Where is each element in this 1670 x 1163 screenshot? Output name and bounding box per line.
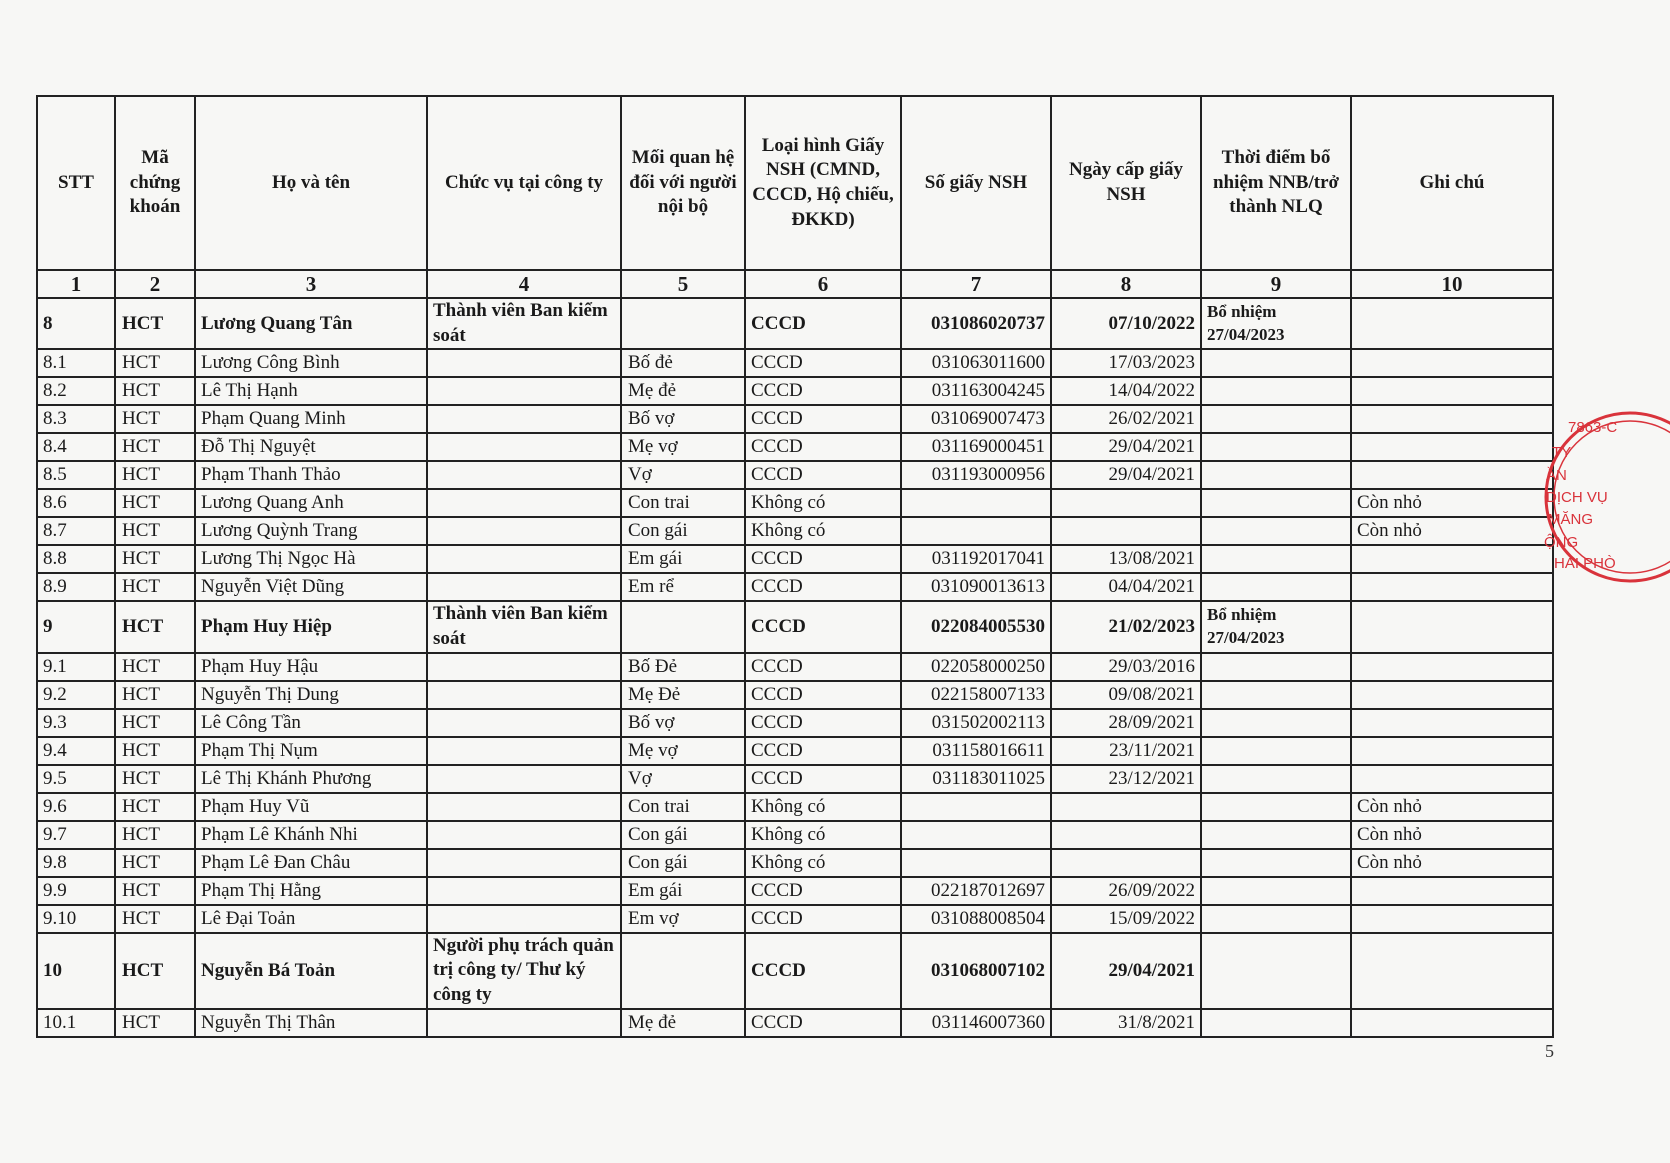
doc-number-cell: 022187012697 xyxy=(901,877,1051,905)
appointment-cell xyxy=(1201,653,1351,681)
note-cell xyxy=(1351,405,1553,433)
doc-number-cell: 031090013613 xyxy=(901,573,1051,601)
issue-date-cell: 29/04/2021 xyxy=(1051,461,1201,489)
relation-cell: Bố vợ xyxy=(621,405,745,433)
doc-type-cell: Không có xyxy=(745,821,901,849)
doc-number-cell: 022058000250 xyxy=(901,653,1051,681)
doc-type-cell: CCCD xyxy=(745,545,901,573)
column-number: 3 xyxy=(195,270,427,298)
position-cell xyxy=(427,737,621,765)
issue-date-cell: 04/04/2021 xyxy=(1051,573,1201,601)
doc-type-cell: CCCD xyxy=(745,737,901,765)
note-cell: Còn nhỏ xyxy=(1351,489,1553,517)
table-body xyxy=(37,270,1553,1037)
note-cell xyxy=(1351,681,1553,709)
name-cell: Phạm Thị Hằng xyxy=(195,877,427,905)
seal-text-line: HẢI PHÒ xyxy=(1554,555,1616,572)
relation-cell: Con gái xyxy=(621,849,745,877)
column-number: 4 xyxy=(427,270,621,298)
code-cell: HCT xyxy=(115,681,195,709)
name-cell: Lương Quang Anh xyxy=(195,489,427,517)
issue-date-cell: 29/04/2021 xyxy=(1051,433,1201,461)
name-cell: Phạm Lê Khánh Nhi xyxy=(195,821,427,849)
stt-cell: 8.4 xyxy=(37,433,115,461)
insider-row xyxy=(37,601,1553,652)
header-appointment-date: Thời điểm bổ nhiệm NNB/trở thành NLQ xyxy=(1201,96,1351,270)
position-cell: Thành viên Ban kiểm soát xyxy=(427,601,621,652)
issue-date-cell: 28/09/2021 xyxy=(1051,709,1201,737)
position-cell xyxy=(427,905,621,933)
stt-cell: 8.1 xyxy=(37,349,115,377)
position-cell xyxy=(427,405,621,433)
code-cell: HCT xyxy=(115,377,195,405)
note-cell: Còn nhỏ xyxy=(1351,517,1553,545)
doc-number-cell: 031063011600 xyxy=(901,349,1051,377)
doc-number-cell: 031169000451 xyxy=(901,433,1051,461)
doc-type-cell: CCCD xyxy=(745,877,901,905)
issue-date-cell: 26/09/2022 xyxy=(1051,877,1201,905)
column-number: 5 xyxy=(621,270,745,298)
related-person-row xyxy=(37,737,1553,765)
name-cell: Nguyễn Bá Toản xyxy=(195,933,427,1009)
doc-number-cell xyxy=(901,517,1051,545)
related-person-row xyxy=(37,545,1553,573)
doc-type-cell: CCCD xyxy=(745,765,901,793)
note-cell xyxy=(1351,709,1553,737)
position-cell xyxy=(427,349,621,377)
stt-cell: 9.6 xyxy=(37,793,115,821)
position-cell xyxy=(427,1009,621,1037)
doc-number-cell xyxy=(901,849,1051,877)
relation-cell: Mẹ vợ xyxy=(621,737,745,765)
column-number-row xyxy=(37,270,1553,298)
issue-date-cell xyxy=(1051,517,1201,545)
issue-date-cell: 15/09/2022 xyxy=(1051,905,1201,933)
insider-row xyxy=(37,298,1553,349)
relation-cell: Em rể xyxy=(621,573,745,601)
position-cell: Thành viên Ban kiểm soát xyxy=(427,298,621,349)
doc-type-cell: CCCD xyxy=(745,653,901,681)
doc-type-cell: CCCD xyxy=(745,461,901,489)
relation-cell: Em gái xyxy=(621,545,745,573)
header-stt: STT xyxy=(37,96,115,270)
appointment-cell xyxy=(1201,1009,1351,1037)
name-cell: Lương Quỳnh Trang xyxy=(195,517,427,545)
code-cell: HCT xyxy=(115,877,195,905)
position-cell xyxy=(427,653,621,681)
relation-cell: Mẹ Đẻ xyxy=(621,681,745,709)
appointment-cell xyxy=(1201,765,1351,793)
position-cell xyxy=(427,517,621,545)
code-cell: HCT xyxy=(115,545,195,573)
column-number: 2 xyxy=(115,270,195,298)
related-person-row xyxy=(37,405,1553,433)
note-cell: Còn nhỏ xyxy=(1351,849,1553,877)
note-cell xyxy=(1351,601,1553,652)
stt-cell: 9.4 xyxy=(37,737,115,765)
page-number: 5 xyxy=(1545,1041,1554,1061)
relation-cell: Mẹ đẻ xyxy=(621,1009,745,1037)
appointment-cell xyxy=(1201,709,1351,737)
doc-type-cell: Không có xyxy=(745,849,901,877)
header-stock-code: Mã chứng khoán xyxy=(115,96,195,270)
appointment-cell xyxy=(1201,461,1351,489)
related-person-row xyxy=(37,765,1553,793)
header-doc-number: Số giấy NSH xyxy=(901,96,1051,270)
related-person-row xyxy=(37,573,1553,601)
relation-cell xyxy=(621,933,745,1009)
note-cell xyxy=(1351,573,1553,601)
position-cell xyxy=(427,877,621,905)
doc-number-cell: 031158016611 xyxy=(901,737,1051,765)
position-cell xyxy=(427,681,621,709)
doc-type-cell: CCCD xyxy=(745,298,901,349)
code-cell: HCT xyxy=(115,489,195,517)
relation-cell xyxy=(621,601,745,652)
name-cell: Đỗ Thị Nguyệt xyxy=(195,433,427,461)
svg-text:7863-CTYẦNDỊCH VỤMĂNGỘNGHẢI PH xyxy=(1544,419,1617,572)
doc-type-cell: Không có xyxy=(745,489,901,517)
stt-cell: 8 xyxy=(37,298,115,349)
seal-text-line: 7863-C xyxy=(1568,419,1618,436)
related-person-row xyxy=(37,821,1553,849)
issue-date-cell: 31/8/2021 xyxy=(1051,1009,1201,1037)
related-person-row xyxy=(37,517,1553,545)
code-cell: HCT xyxy=(115,709,195,737)
name-cell: Nguyễn Việt Dũng xyxy=(195,573,427,601)
note-cell: Còn nhỏ xyxy=(1351,793,1553,821)
appointment-cell xyxy=(1201,793,1351,821)
seal-text-line: DỊCH VỤ xyxy=(1546,489,1608,506)
appointment-cell xyxy=(1201,405,1351,433)
header-doc-type: Loại hình Giấy NSH (CMND, CCCD, Hộ chiếu, ĐKKD) xyxy=(745,96,901,270)
related-person-row xyxy=(37,489,1553,517)
relation-cell xyxy=(621,298,745,349)
note-cell xyxy=(1351,545,1553,573)
position-cell xyxy=(427,573,621,601)
relation-cell: Con trai xyxy=(621,793,745,821)
related-person-row xyxy=(37,905,1553,933)
stt-cell: 8.7 xyxy=(37,517,115,545)
relation-cell: Em vợ xyxy=(621,905,745,933)
note-cell xyxy=(1351,433,1553,461)
doc-type-cell: CCCD xyxy=(745,377,901,405)
code-cell: HCT xyxy=(115,653,195,681)
note-cell xyxy=(1351,905,1553,933)
column-number: 10 xyxy=(1351,270,1553,298)
stt-cell: 9.7 xyxy=(37,821,115,849)
appointment-cell: Bổ nhiệm 27/04/2023 xyxy=(1201,601,1351,652)
code-cell: HCT xyxy=(115,298,195,349)
issue-date-cell xyxy=(1051,821,1201,849)
position-cell xyxy=(427,545,621,573)
note-cell xyxy=(1351,877,1553,905)
code-cell: HCT xyxy=(115,601,195,652)
appointment-cell xyxy=(1201,377,1351,405)
name-cell: Lương Công Bình xyxy=(195,349,427,377)
code-cell: HCT xyxy=(115,849,195,877)
position-cell xyxy=(427,489,621,517)
relation-cell: Con trai xyxy=(621,489,745,517)
column-number: 9 xyxy=(1201,270,1351,298)
stt-cell: 9 xyxy=(37,601,115,652)
related-person-row xyxy=(37,793,1553,821)
related-person-row xyxy=(37,377,1553,405)
code-cell: HCT xyxy=(115,905,195,933)
doc-number-cell: 022084005530 xyxy=(901,601,1051,652)
relation-cell: Vợ xyxy=(621,765,745,793)
insider-row xyxy=(37,933,1553,1009)
name-cell: Lê Thị Hạnh xyxy=(195,377,427,405)
issue-date-cell: 23/11/2021 xyxy=(1051,737,1201,765)
stt-cell: 8.2 xyxy=(37,377,115,405)
appointment-cell xyxy=(1201,933,1351,1009)
doc-type-cell: CCCD xyxy=(745,681,901,709)
doc-number-cell xyxy=(901,821,1051,849)
appointment-cell xyxy=(1201,737,1351,765)
doc-type-cell: CCCD xyxy=(745,709,901,737)
code-cell: HCT xyxy=(115,349,195,377)
relation-cell: Mẹ vợ xyxy=(621,433,745,461)
note-cell xyxy=(1351,1009,1553,1037)
issue-date-cell: 07/10/2022 xyxy=(1051,298,1201,349)
name-cell: Lê Đại Toản xyxy=(195,905,427,933)
name-cell: Nguyễn Thị Thân xyxy=(195,1009,427,1037)
issue-date-cell: 21/02/2023 xyxy=(1051,601,1201,652)
issue-date-cell: 26/02/2021 xyxy=(1051,405,1201,433)
related-person-row xyxy=(37,681,1553,709)
header-relation: Mối quan hệ đối với người nội bộ xyxy=(621,96,745,270)
seal-text-line: ỘNG xyxy=(1544,534,1579,551)
doc-number-cell: 031502002113 xyxy=(901,709,1051,737)
related-person-row xyxy=(37,461,1553,489)
position-cell xyxy=(427,849,621,877)
doc-number-cell: 031183011025 xyxy=(901,765,1051,793)
relation-cell: Con gái xyxy=(621,517,745,545)
column-number: 6 xyxy=(745,270,901,298)
appointment-cell xyxy=(1201,905,1351,933)
doc-number-cell: 022158007133 xyxy=(901,681,1051,709)
note-cell xyxy=(1351,377,1553,405)
name-cell: Phạm Thị Nụm xyxy=(195,737,427,765)
column-number: 1 xyxy=(37,270,115,298)
relation-cell: Mẹ đẻ xyxy=(621,377,745,405)
appointment-cell xyxy=(1201,517,1351,545)
column-number: 8 xyxy=(1051,270,1201,298)
issue-date-cell: 13/08/2021 xyxy=(1051,545,1201,573)
doc-number-cell: 031086020737 xyxy=(901,298,1051,349)
code-cell: HCT xyxy=(115,517,195,545)
name-cell: Phạm Huy Hậu xyxy=(195,653,427,681)
header-row xyxy=(37,96,1553,270)
code-cell: HCT xyxy=(115,933,195,1009)
appointment-cell xyxy=(1201,433,1351,461)
header-full-name: Họ và tên xyxy=(195,96,427,270)
header-position: Chức vụ tại công ty xyxy=(427,96,621,270)
stt-cell: 10 xyxy=(37,933,115,1009)
doc-number-cell: 031192017041 xyxy=(901,545,1051,573)
stt-cell: 8.5 xyxy=(37,461,115,489)
relation-cell: Bố Đẻ xyxy=(621,653,745,681)
name-cell: Phạm Huy Hiệp xyxy=(195,601,427,652)
doc-type-cell: CCCD xyxy=(745,933,901,1009)
doc-number-cell: 031193000956 xyxy=(901,461,1051,489)
related-person-row xyxy=(37,1009,1553,1037)
code-cell: HCT xyxy=(115,793,195,821)
seal-text-line: ẦN xyxy=(1546,467,1567,484)
stt-cell: 9.9 xyxy=(37,877,115,905)
name-cell: Phạm Thanh Thảo xyxy=(195,461,427,489)
name-cell: Phạm Huy Vũ xyxy=(195,793,427,821)
doc-type-cell: CCCD xyxy=(745,349,901,377)
name-cell: Phạm Lê Đan Châu xyxy=(195,849,427,877)
code-cell: HCT xyxy=(115,1009,195,1037)
related-person-row xyxy=(37,849,1553,877)
appointment-cell xyxy=(1201,681,1351,709)
stt-cell: 9.10 xyxy=(37,905,115,933)
appointment-cell xyxy=(1201,573,1351,601)
name-cell: Lê Thị Khánh Phương xyxy=(195,765,427,793)
code-cell: HCT xyxy=(115,405,195,433)
position-cell xyxy=(427,709,621,737)
issue-date-cell xyxy=(1051,849,1201,877)
issue-date-cell: 14/04/2022 xyxy=(1051,377,1201,405)
relation-cell: Vợ xyxy=(621,461,745,489)
code-cell: HCT xyxy=(115,433,195,461)
doc-type-cell: Không có xyxy=(745,517,901,545)
name-cell: Phạm Quang Minh xyxy=(195,405,427,433)
doc-type-cell: CCCD xyxy=(745,1009,901,1037)
note-cell: Còn nhỏ xyxy=(1351,821,1553,849)
appointment-cell xyxy=(1201,489,1351,517)
related-person-row xyxy=(37,433,1553,461)
related-person-row xyxy=(37,709,1553,737)
stt-cell: 9.8 xyxy=(37,849,115,877)
stt-cell: 9.1 xyxy=(37,653,115,681)
issue-date-cell xyxy=(1051,489,1201,517)
position-cell xyxy=(427,461,621,489)
insider-table xyxy=(36,95,1554,1038)
company-seal xyxy=(1540,402,1670,592)
appointment-cell xyxy=(1201,545,1351,573)
code-cell: HCT xyxy=(115,821,195,849)
appointment-cell xyxy=(1201,349,1351,377)
note-cell xyxy=(1351,653,1553,681)
related-person-row xyxy=(37,349,1553,377)
note-cell xyxy=(1351,737,1553,765)
doc-type-cell: CCCD xyxy=(745,433,901,461)
note-cell xyxy=(1351,461,1553,489)
note-cell xyxy=(1351,298,1553,349)
issue-date-cell: 23/12/2021 xyxy=(1051,765,1201,793)
doc-number-cell xyxy=(901,793,1051,821)
related-person-row xyxy=(37,877,1553,905)
stt-cell: 9.2 xyxy=(37,681,115,709)
doc-number-cell: 031146007360 xyxy=(901,1009,1051,1037)
position-cell xyxy=(427,821,621,849)
stt-cell: 8.8 xyxy=(37,545,115,573)
position-cell xyxy=(427,793,621,821)
doc-number-cell: 031068007102 xyxy=(901,933,1051,1009)
doc-number-cell xyxy=(901,489,1051,517)
relation-cell: Em gái xyxy=(621,877,745,905)
position-cell xyxy=(427,433,621,461)
name-cell: Lương Quang Tân xyxy=(195,298,427,349)
name-cell: Lê Công Tần xyxy=(195,709,427,737)
seal-text-line: MĂNG xyxy=(1548,511,1593,528)
appointment-cell xyxy=(1201,877,1351,905)
doc-type-cell: CCCD xyxy=(745,405,901,433)
header-issue-date: Ngày cấp giấy NSH xyxy=(1051,96,1201,270)
relation-cell: Bố vợ xyxy=(621,709,745,737)
doc-type-cell: CCCD xyxy=(745,601,901,652)
note-cell xyxy=(1351,349,1553,377)
stt-cell: 8.9 xyxy=(37,573,115,601)
relation-cell: Bố đẻ xyxy=(621,349,745,377)
note-cell xyxy=(1351,933,1553,1009)
code-cell: HCT xyxy=(115,765,195,793)
seal-text-line: TY xyxy=(1552,444,1572,461)
position-cell xyxy=(427,765,621,793)
stt-cell: 9.3 xyxy=(37,709,115,737)
issue-date-cell: 29/03/2016 xyxy=(1051,653,1201,681)
doc-number-cell: 031069007473 xyxy=(901,405,1051,433)
issue-date-cell: 09/08/2021 xyxy=(1051,681,1201,709)
position-cell: Người phụ trách quản trị công ty/ Thư ký công ty xyxy=(427,933,621,1009)
name-cell: Nguyễn Thị Dung xyxy=(195,681,427,709)
issue-date-cell: 17/03/2023 xyxy=(1051,349,1201,377)
position-cell xyxy=(427,377,621,405)
code-cell: HCT xyxy=(115,461,195,489)
header-note: Ghi chú xyxy=(1351,96,1553,270)
code-cell: HCT xyxy=(115,737,195,765)
appointment-cell xyxy=(1201,849,1351,877)
note-cell xyxy=(1351,765,1553,793)
doc-number-cell: 031088008504 xyxy=(901,905,1051,933)
issue-date-cell: 29/04/2021 xyxy=(1051,933,1201,1009)
stt-cell: 8.6 xyxy=(37,489,115,517)
relation-cell: Con gái xyxy=(621,821,745,849)
doc-type-cell: CCCD xyxy=(745,905,901,933)
column-number: 7 xyxy=(901,270,1051,298)
doc-type-cell: CCCD xyxy=(745,573,901,601)
related-person-row xyxy=(37,653,1553,681)
code-cell: HCT xyxy=(115,573,195,601)
name-cell: Lương Thị Ngọc Hà xyxy=(195,545,427,573)
appointment-cell: Bổ nhiệm 27/04/2023 xyxy=(1201,298,1351,349)
stt-cell: 10.1 xyxy=(37,1009,115,1037)
stt-cell: 9.5 xyxy=(37,765,115,793)
appointment-cell xyxy=(1201,821,1351,849)
issue-date-cell xyxy=(1051,793,1201,821)
doc-type-cell: Không có xyxy=(745,793,901,821)
doc-number-cell: 031163004245 xyxy=(901,377,1051,405)
stt-cell: 8.3 xyxy=(37,405,115,433)
